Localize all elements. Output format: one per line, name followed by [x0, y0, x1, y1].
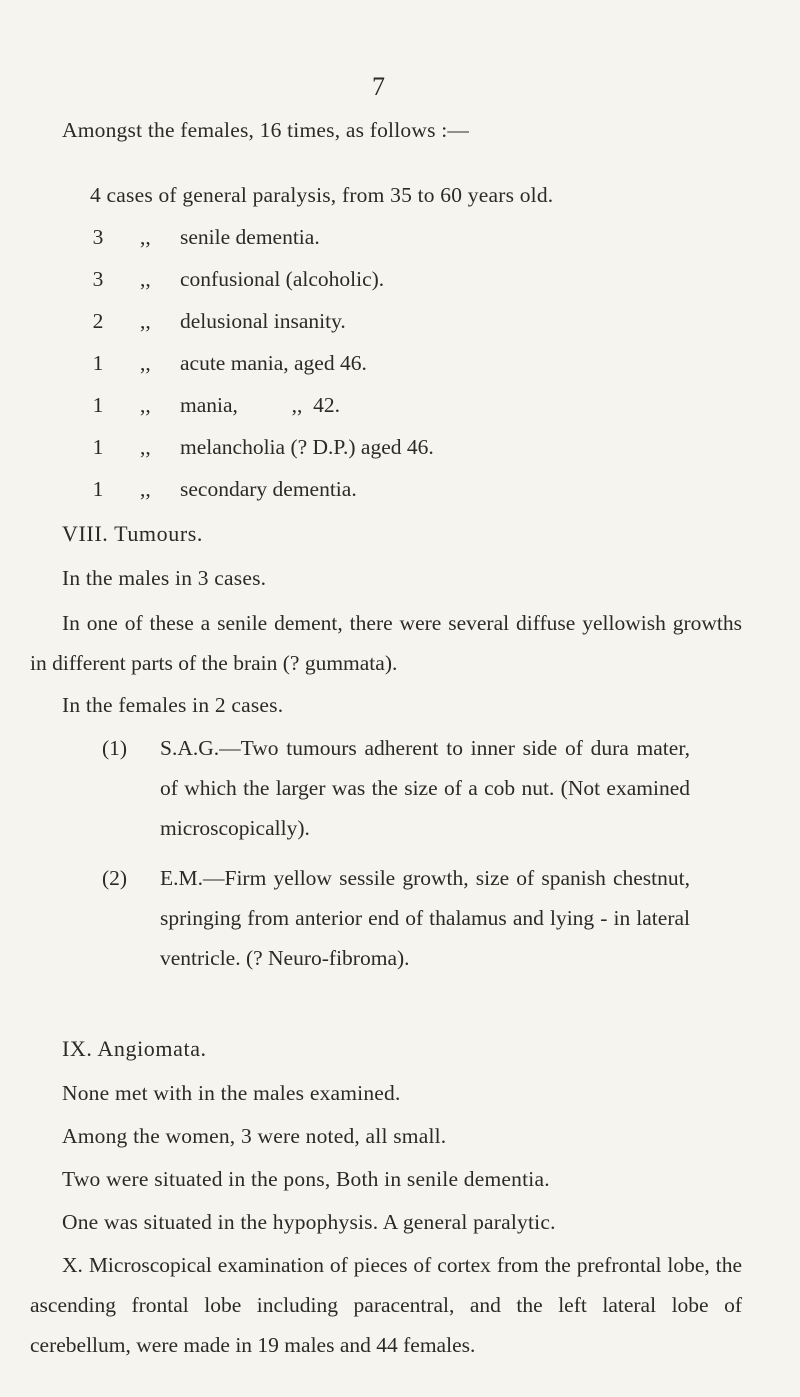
- case-count: 1: [92, 477, 104, 501]
- item-marker: (1): [102, 736, 128, 760]
- intro-line: Amongst the females, 16 times, as follows :—: [62, 118, 470, 142]
- ditto-mark: ,,: [140, 309, 151, 333]
- case-description: confusional (alcoholic).: [180, 267, 385, 291]
- females-line: In the females in 2 cases.: [62, 693, 284, 717]
- section-x-paragraph: X. Microscopical examination of pieces of cortex from the prefrontal lobe, the ascending frontal lobe including paracentral, and the left lateral lobe of cerebellum, were made in 19 males and 44 females.: [30, 1253, 742, 1357]
- case-count: 3: [92, 225, 104, 249]
- angiomata-line: Two were situated in the pons, Both in senile dementia.: [62, 1167, 550, 1191]
- case-description: mania, ,, 42.: [180, 393, 341, 417]
- case-description: secondary dementia.: [180, 477, 357, 501]
- angiomata-line: Among the women, 3 were noted, all small.: [62, 1124, 447, 1148]
- case-description: delusional insanity.: [180, 309, 346, 333]
- case-count: 1: [92, 351, 104, 375]
- case-description: senile dementia.: [180, 225, 320, 249]
- case-count: 3: [92, 267, 104, 291]
- ditto-mark: ,,: [140, 351, 151, 375]
- ditto-mark: ,,: [140, 267, 151, 291]
- angiomata-line: One was situated in the hypophysis. A general paralytic.: [62, 1210, 556, 1234]
- item-text: E.M.—Firm yellow sessile growth, size of spanish chestnut, springing from anterior end of thalamus and lying - in lateral ventricle. (? Neuro-fibroma).: [160, 866, 690, 970]
- case-description: acute mania, aged 46.: [180, 351, 367, 375]
- item-text: S.A.G.—Two tumours adherent to inner side of dura mater, of which the larger was the size of a cob nut. (Not examined microscopically).: [160, 736, 690, 840]
- first-case-line: 4 cases of general paralysis, from 35 to 60 years old.: [90, 183, 554, 207]
- case-count: 1: [92, 435, 104, 459]
- item-marker: (2): [102, 866, 128, 890]
- ditto-mark: ,,: [140, 225, 151, 249]
- ditto-mark: ,,: [140, 477, 151, 501]
- case-count: 2: [92, 309, 104, 333]
- section-viii-heading: VIII. Tumours.: [62, 521, 204, 546]
- case-description: melancholia (? D.P.) aged 46.: [180, 435, 434, 459]
- angiomata-line: None met with in the males examined.: [62, 1081, 401, 1105]
- section-ix-heading: IX. Angiomata.: [62, 1036, 207, 1061]
- males-line: In the males in 3 cases.: [62, 566, 267, 590]
- males-detail-paragraph: In one of these a senile dement, there were several diffuse yellowish growths in different parts of the brain (? gummata).: [30, 611, 742, 675]
- page-number: 7: [372, 72, 385, 101]
- case-count: 1: [92, 393, 104, 417]
- ditto-mark: ,,: [140, 435, 151, 459]
- ditto-mark: ,,: [140, 393, 151, 417]
